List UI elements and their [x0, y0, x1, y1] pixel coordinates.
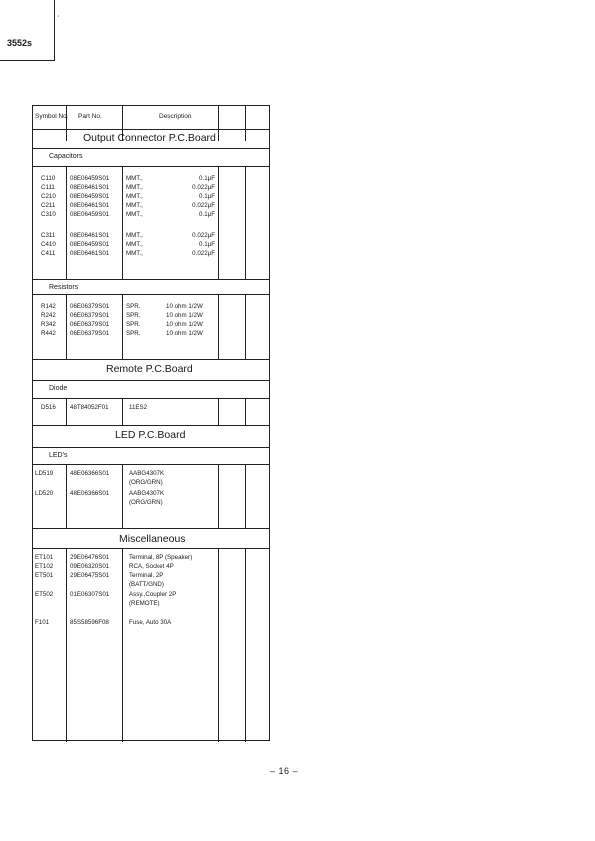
table-row-description: AABG4307K	[129, 490, 165, 497]
table-row-part: 08E06461S01	[70, 202, 110, 209]
table-row-part: 29E06476S01	[70, 554, 110, 561]
model-number: 3552s	[7, 38, 33, 48]
category-diode: Diode	[49, 385, 68, 392]
table-row-symbol: ET102	[35, 563, 54, 570]
divider	[33, 129, 269, 130]
divider	[218, 464, 219, 528]
table-row-value: 0.1μF	[199, 211, 215, 218]
table-row-value: 10 ohm 1/2W	[166, 303, 203, 310]
table-row-part: 48E06366S01	[70, 490, 110, 497]
table-row-part: 08E06461S01	[70, 184, 110, 191]
divider	[66, 166, 67, 279]
table-row-symbol: R142	[41, 303, 56, 310]
table-row-symbol: R442	[41, 330, 56, 337]
divider	[33, 294, 269, 295]
divider	[245, 548, 246, 742]
table-row-type: MMT.,	[126, 193, 143, 200]
divider	[245, 464, 246, 528]
table-row-type: SPR.	[126, 303, 141, 310]
page-number: – 16 –	[270, 766, 299, 776]
table-row-part: 29E06475S01	[70, 572, 110, 579]
model-tab	[0, 0, 55, 61]
table-row-symbol: ET101	[35, 554, 54, 561]
table-row-type: MMT.,	[126, 184, 143, 191]
table-row-part: 08E06459S01	[70, 175, 110, 182]
divider	[66, 398, 67, 425]
table-row-type: SPR.	[126, 330, 141, 337]
table-row-part: 08E06459S01	[70, 211, 110, 218]
table-row-type: MMT.,	[126, 211, 143, 218]
table-row-symbol: LD520	[35, 490, 54, 497]
table-row-type: SPR.	[126, 312, 141, 319]
table-row-symbol: C311	[41, 232, 56, 239]
table-row-description-2: (ORG/GRN)	[129, 499, 163, 506]
table-row-value: 0.1μF	[199, 193, 215, 200]
divider	[218, 166, 219, 279]
table-row-description: RCA, Socket 4P	[129, 563, 174, 570]
divider	[218, 398, 219, 425]
table-row-symbol: R342	[41, 321, 56, 328]
table-row-part: 06E06379S01	[70, 303, 110, 310]
table-row-value: 0.022μF	[192, 232, 215, 239]
table-row-type: MMT.,	[126, 202, 143, 209]
divider	[33, 425, 269, 426]
table-row-type: MMT.,	[126, 250, 143, 257]
table-row-part: 01E06307S01	[70, 591, 110, 598]
table-row-symbol: ET501	[35, 572, 54, 579]
divider	[122, 464, 123, 528]
header-description: Description	[159, 113, 192, 120]
table-row-description: AABG4307K	[129, 470, 165, 477]
table-row-description-2: (ORG/GRN)	[129, 479, 163, 486]
table-row-symbol: LD519	[35, 470, 54, 477]
table-row-part: 08E06459S01	[70, 193, 110, 200]
table-row-type: MMT.,	[126, 232, 143, 239]
divider	[33, 548, 269, 549]
table-row-value: 0.022μF	[192, 250, 215, 257]
table-row-symbol: C111	[41, 184, 55, 191]
table-row-description-2: (REMOTE)	[129, 600, 160, 607]
header-symbol-label: Symbol No.	[35, 113, 69, 120]
section-title-remote: Remote P.C.Board	[106, 363, 193, 375]
table-row-description: Terminal, 2P	[129, 572, 164, 579]
divider	[33, 166, 269, 167]
table-row-value: 0.1μF	[199, 241, 215, 248]
divider	[245, 398, 246, 425]
divider	[33, 380, 269, 381]
table-row-value: 10 ohm 1/2W	[166, 330, 203, 337]
table-row-part: 08E06461S01	[70, 232, 110, 239]
divider	[122, 166, 123, 279]
table-row-type: MMT.,	[126, 175, 143, 182]
section-title-led: LED P.C.Board	[115, 429, 186, 441]
divider	[33, 148, 269, 149]
table-row-description: Terminal, 8P (Speaker)	[129, 554, 193, 561]
table-row-symbol: R242	[41, 312, 56, 319]
divider	[66, 106, 67, 141]
table-row-symbol: C411	[41, 250, 56, 257]
divider	[33, 398, 269, 399]
divider	[66, 294, 67, 359]
table-row-symbol: C210	[41, 193, 56, 200]
table-row-symbol: F101	[35, 619, 50, 626]
divider	[245, 166, 246, 279]
divider	[245, 106, 246, 141]
divider	[218, 548, 219, 742]
table-row-symbol: C310	[41, 211, 56, 218]
parts-list-table	[32, 105, 270, 741]
divider	[33, 359, 269, 360]
table-row-part: 06E06379S01	[70, 330, 110, 337]
table-row-part: 48T84052F01	[70, 404, 109, 411]
category-leds: LED's	[49, 452, 68, 459]
table-row-symbol: D516	[41, 404, 56, 411]
table-row-value: 0.022μF	[192, 184, 215, 191]
table-row-value: 0.1μF	[199, 175, 215, 182]
table-row-type: MMT.,	[126, 241, 143, 248]
table-row-part: 48E06366S01	[70, 470, 110, 477]
table-row-part: 06E06379S01	[70, 312, 110, 319]
table-row-value: 10 ohm 1/2W	[166, 321, 203, 328]
divider	[33, 528, 269, 529]
section-title-output: Output Connector P.C.Board	[83, 132, 216, 144]
table-row-description-2: (BATT/GND)	[129, 581, 164, 588]
table-row-description: Fuse, Auto 30A	[129, 619, 172, 626]
divider	[122, 294, 123, 359]
table-row-part: 06E06379S01	[70, 321, 110, 328]
table-row-symbol: C410	[41, 241, 56, 248]
category-resistors: Resistors	[49, 284, 79, 291]
table-row-value: 10 ohm 1/2W	[166, 312, 203, 319]
divider	[122, 548, 123, 742]
top-mark: '	[58, 16, 60, 22]
table-row-part: 85S58596F08	[70, 619, 109, 626]
section-title-misc: Miscellaneous	[119, 533, 186, 545]
divider	[122, 398, 123, 425]
table-row-part: 08E06459S01	[70, 241, 110, 248]
table-row-part: 08E06461S01	[70, 250, 110, 257]
divider	[66, 464, 67, 528]
header-symbol	[35, 113, 69, 120]
divider	[33, 447, 269, 448]
divider	[218, 106, 219, 141]
table-row-value: 0.022μF	[192, 202, 215, 209]
table-row-type: SPR.	[126, 321, 141, 328]
table-row-description: Assy.,Coupler 2P	[129, 591, 177, 598]
table-row-symbol: C110	[41, 175, 56, 182]
category-capacitors: Capacitors	[49, 153, 83, 160]
divider	[33, 464, 269, 465]
divider	[218, 294, 219, 359]
divider	[66, 548, 67, 742]
header-part: Part No.	[78, 113, 102, 120]
table-row-symbol: C211	[41, 202, 56, 209]
table-row-description: 11ES2	[129, 404, 148, 411]
table-row-part: 09E06320S01	[70, 563, 110, 570]
divider	[33, 279, 269, 280]
divider	[245, 294, 246, 359]
table-row-symbol: ET502	[35, 591, 54, 598]
